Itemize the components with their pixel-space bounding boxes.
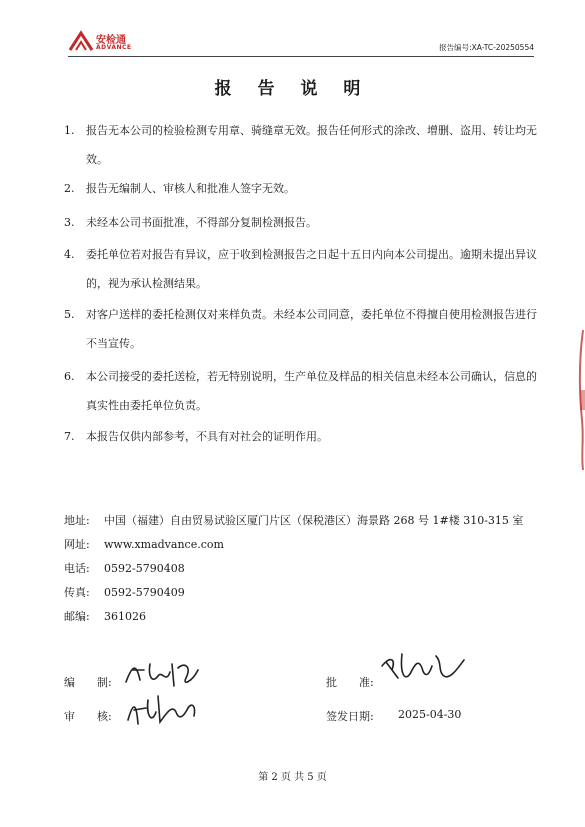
item-number: 1. (64, 124, 75, 137)
postcode-row (64, 605, 523, 629)
phone-row (64, 557, 523, 581)
reviewer-signature (122, 690, 202, 730)
address-row (64, 509, 523, 533)
item-number: 4. (64, 248, 75, 261)
postcode-label: 邮编: (64, 610, 90, 623)
page-header (68, 28, 534, 57)
item-text: 未经本公司书面批准，不得部分复制检测报告。 (86, 216, 317, 229)
item-text: 委托单位若对报告有异议，应于收到检测报告之日起十五日内向本公司提出。逾期未提出异议的，视为承认检测结果。 (86, 248, 537, 290)
item-text: 本公司接受的委托送检，若无特别说明，生产单位及样品的相关信息未经本公司确认，信息的真实性由委托单位负责。 (86, 370, 537, 412)
fax-value: 0592-5790409 (104, 586, 185, 599)
phone-label: 电话: (64, 562, 90, 575)
compiler-label: 编 制: (64, 676, 112, 689)
list-item (64, 300, 544, 358)
seam-stamp-icon (577, 330, 585, 470)
website-value: www.xmadvance.com (104, 538, 224, 551)
approver-label: 批 准: (326, 676, 374, 689)
item-text: 本报告仅供内部参考，不具有对社会的证明作用。 (86, 430, 328, 443)
approver-signature (378, 648, 468, 690)
list-item (64, 116, 544, 174)
item-text: 对客户送样的委托检测仅对来样负责。未经本公司同意，委托单位不得擅自使用检测报告进行不当宣传。 (86, 308, 537, 350)
contact-block (64, 509, 523, 629)
logo-chinese-text: 安检通 (96, 35, 126, 46)
list-item (64, 240, 544, 298)
item-number: 3. (64, 216, 75, 229)
list-item (64, 174, 544, 203)
issue-date: 2025-04-30 (398, 708, 462, 721)
item-text: 报告无编制人、审核人和批准人签字无效。 (86, 182, 295, 195)
company-logo (68, 30, 138, 52)
compiler-signature (122, 656, 202, 690)
fax-row (64, 581, 523, 605)
reviewer-label: 审 核: (64, 710, 112, 723)
logo-english-text: ADVANCE (96, 44, 132, 51)
item-number: 5. (64, 308, 75, 321)
list-item (64, 208, 544, 237)
item-number: 2. (64, 182, 75, 195)
address-value: 中国（福建）自由贸易试验区厦门片区（保税港区）海景路 268 号 1#楼 310-315 室 (104, 514, 524, 527)
item-number: 7. (64, 430, 75, 443)
website-label: 网址: (64, 538, 90, 551)
item-number: 6. (64, 370, 75, 383)
item-text: 报告无本公司的检验检测专用章、骑缝章无效。报告任何形式的涂改、增删、盗用、转让均无效。 (86, 124, 537, 166)
address-label: 地址: (64, 514, 90, 527)
fax-label: 传真: (64, 586, 90, 599)
issue-date-label: 签发日期: (326, 710, 374, 723)
list-item (64, 362, 544, 420)
page-title: 报 告 说 明 (214, 79, 371, 99)
report-number: 报告编号:XA-TC-20250554 (439, 43, 534, 52)
list-item (64, 422, 544, 451)
logo-mark-icon (68, 30, 94, 52)
phone-value: 0592-5790408 (104, 562, 185, 575)
website-row (64, 533, 523, 557)
page-number: 第 2 页 共 5 页 (258, 772, 327, 783)
postcode-value: 361026 (104, 610, 146, 623)
